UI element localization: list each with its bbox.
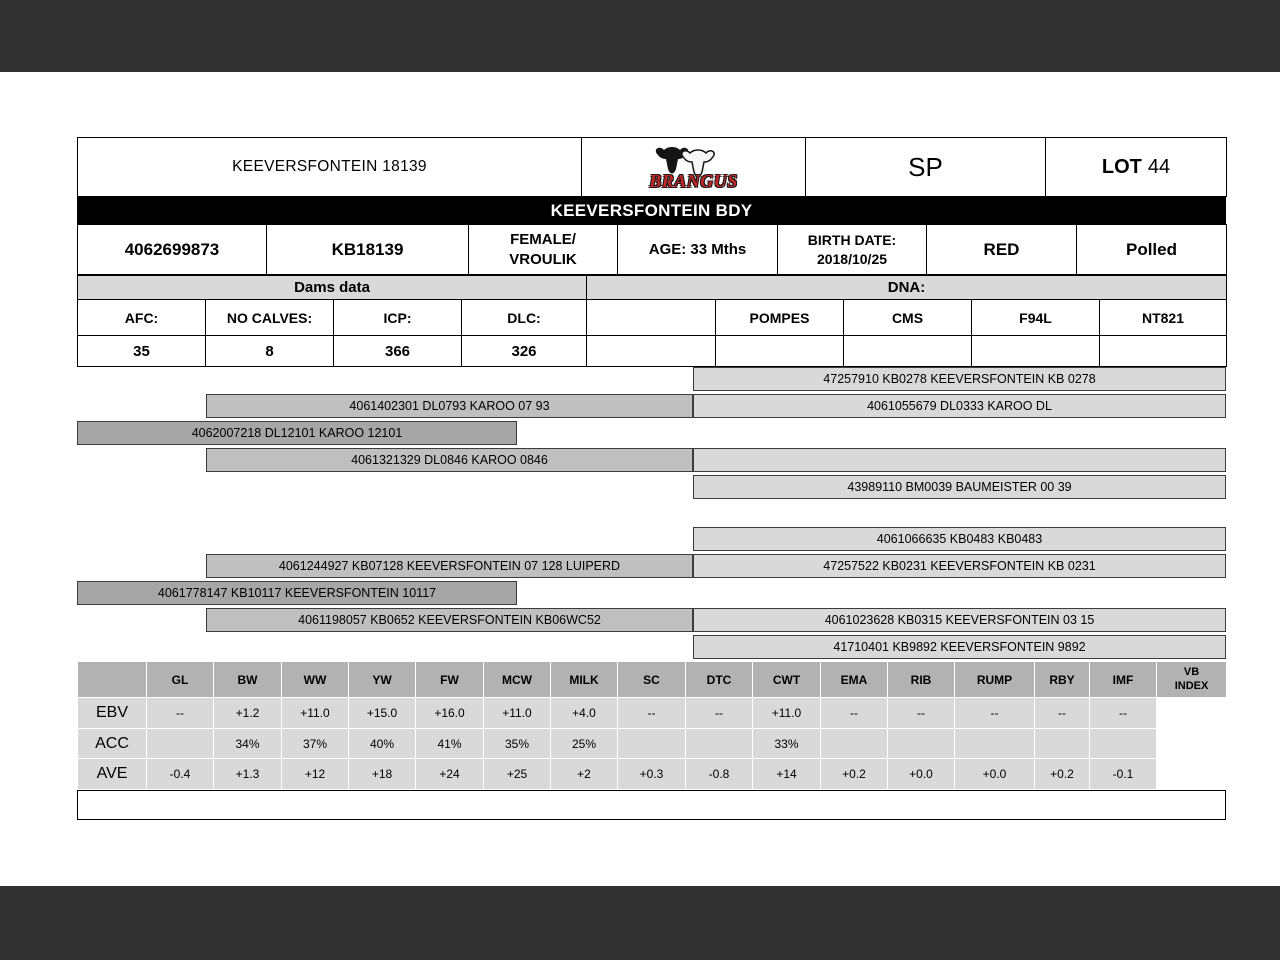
ave-value-cell: +0.3 — [618, 759, 686, 790]
sex-line1: FEMALE/ — [510, 231, 576, 248]
icp-value: 366 — [334, 336, 462, 367]
pedigree-box-sire: 4062007218 DL12101 KAROO 12101 — [77, 421, 517, 445]
dna-value-nt821 — [1100, 336, 1227, 367]
pedigree-box-dam: 4061778147 KB10117 KEEVERSFONTEIN 10117 — [77, 581, 517, 605]
identity-table — [77, 224, 1227, 275]
no-calves-label: NO CALVES: — [206, 300, 334, 336]
ebv-col-header-rump: RUMP — [955, 662, 1035, 698]
spacer-cell — [587, 300, 716, 336]
ave-value-cell: -0.1 — [1090, 759, 1157, 790]
ave-value-cell: +0.0 — [955, 759, 1035, 790]
ave-value-cell: +0.0 — [888, 759, 955, 790]
ebv-col-header-vb-index — [1157, 662, 1227, 698]
acc-value-cell — [955, 729, 1035, 759]
acc-value-cell — [618, 729, 686, 759]
ebv-value-cell: -- — [1035, 698, 1090, 729]
acc-value-cell — [821, 729, 888, 759]
ebv-col-header-bw: BW — [214, 662, 282, 698]
bottom-frame-bar — [0, 886, 1280, 960]
pedigree-box-dam-sire-sire: 4061066635 KB0483 KB0483 — [693, 527, 1226, 551]
acc-value-cell — [147, 729, 214, 759]
ave-value-cell: +24 — [416, 759, 484, 790]
pedigree-box-sire-sire: 4061402301 DL0793 KAROO 07 93 — [206, 394, 693, 418]
acc-value-cell — [686, 729, 753, 759]
brangus-logo — [584, 145, 803, 190]
ebv-col-header-gl: GL — [147, 662, 214, 698]
no-calves-value: 8 — [206, 336, 334, 367]
ebv-col-header-cwt: CWT — [753, 662, 821, 698]
acc-value-cell: 37% — [282, 729, 349, 759]
pedigree-box-dam-sire: 4061244927 KB07128 KEEVERSFONTEIN 07 128 LUIPERD — [206, 554, 693, 578]
ave-value-cell: -0.4 — [147, 759, 214, 790]
breed-title-bar: KEEVERSFONTEIN BDY — [77, 197, 1226, 224]
ave-value-cell: -0.8 — [686, 759, 753, 790]
acc-value-cell — [1035, 729, 1090, 759]
ebv-value-cell: +11.0 — [282, 698, 349, 729]
animal-name: KEEVERSFONTEIN 18139 — [232, 158, 427, 175]
dna-test-pompes: POMPES — [716, 300, 844, 336]
dna-value-f94l — [972, 336, 1100, 367]
ebv-col-header-ww: WW — [282, 662, 349, 698]
dlc-value: 326 — [462, 336, 587, 367]
ave-value-cell: +18 — [349, 759, 416, 790]
pedigree-box-dam-dam: 4061198057 KB0652 KEEVERSFONTEIN KB06WC52 — [206, 608, 693, 632]
ave-value-cell: +2 — [551, 759, 618, 790]
ebv-value-cell: -- — [821, 698, 888, 729]
ebv-corner-cell — [78, 662, 147, 698]
logo-cell — [582, 138, 806, 197]
registration-number: 4062699873 — [78, 225, 267, 275]
ebv-col-header-yw: YW — [349, 662, 416, 698]
acc-value-cell: 34% — [214, 729, 282, 759]
ebv-col-header-fw: FW — [416, 662, 484, 698]
ebv-value-cell: +11.0 — [753, 698, 821, 729]
acc-value-cell: 41% — [416, 729, 484, 759]
ebv-table — [77, 661, 1227, 790]
ebv-col-header-rby: RBY — [1035, 662, 1090, 698]
age-cell: AGE: 33 Mths — [618, 225, 778, 275]
ebv-value-cell: -- — [686, 698, 753, 729]
icp-label: ICP: — [334, 300, 462, 336]
birth-date-cell — [778, 225, 927, 275]
lot-label: LOT — [1101, 155, 1142, 178]
ebv-value-cell: -- — [618, 698, 686, 729]
ebv-col-header-milk: MILK — [551, 662, 618, 698]
dna-test-nt821: NT821 — [1100, 300, 1227, 336]
spacer-cell — [587, 336, 716, 367]
colour-cell: RED — [927, 225, 1077, 275]
pedigree-box-sire-sire-sire: 47257910 KB0278 KEEVERSFONTEIN KB 0278 — [693, 367, 1226, 391]
animal-name-cell — [78, 138, 582, 197]
ebv-value-cell: -- — [955, 698, 1035, 729]
ebv-col-header-sc: SC — [618, 662, 686, 698]
tag-number: KB18139 — [267, 225, 469, 275]
dna-value-cms — [844, 336, 972, 367]
ave-row-label: AVE — [78, 759, 147, 790]
pedigree-box-sire-dam-sire — [693, 448, 1226, 472]
acc-value-cell: 35% — [484, 729, 551, 759]
brangus-wordmark: BRANGUS — [649, 170, 738, 191]
lot-number: 44 — [1147, 155, 1171, 178]
pedigree-box-sire-dam-dam: 43989110 BM0039 BAUMEISTER 00 39 — [693, 475, 1226, 499]
ave-value-cell: +25 — [484, 759, 551, 790]
acc-value-cell — [888, 729, 955, 759]
dna-test-f94l: F94L — [972, 300, 1100, 336]
pedigree-box-sire-sire-dam: 4061055679 DL0333 KAROO DL — [693, 394, 1226, 418]
catalog-sheet — [77, 137, 1226, 820]
ebv-col-header-imf: IMF — [1090, 662, 1157, 698]
acc-value-cell — [1090, 729, 1157, 759]
sex-cell — [469, 225, 618, 275]
ave-value-cell: +12 — [282, 759, 349, 790]
pedigree-box-sire-dam: 4061321329 DL0846 KAROO 0846 — [206, 448, 693, 472]
vb-index-value-cell — [1157, 698, 1227, 790]
sp-code: SP — [908, 151, 943, 182]
ave-value-cell: +0.2 — [1035, 759, 1090, 790]
acc-value-cell: 40% — [349, 729, 416, 759]
sex-line2: VROULIK — [509, 250, 577, 268]
pedigree-box-dam-dam-sire: 4061023628 KB0315 KEEVERSFONTEIN 03 15 — [693, 608, 1226, 632]
acc-row-label: ACC — [78, 729, 147, 759]
afc-value: 35 — [78, 336, 206, 367]
ebv-value-cell: +15.0 — [349, 698, 416, 729]
pedigree-box-dam-dam-dam: 41710401 KB9892 KEEVERSFONTEIN 9892 — [693, 635, 1226, 659]
ave-value-cell: +0.2 — [821, 759, 888, 790]
dams-dna-table — [77, 275, 1227, 367]
ebv-value-cell: +4.0 — [551, 698, 618, 729]
acc-value-cell: 25% — [551, 729, 618, 759]
poll-status-cell: Polled — [1077, 225, 1227, 275]
birth-date-value: 2018/10/25 — [816, 250, 888, 267]
ebv-col-header-ema: EMA — [821, 662, 888, 698]
vb-index-label: VB INDEX — [1174, 665, 1209, 692]
ave-value-cell: +14 — [753, 759, 821, 790]
ebv-value-cell: +1.2 — [214, 698, 282, 729]
footer-empty-row — [77, 790, 1226, 820]
ebv-col-header-rib: RIB — [888, 662, 955, 698]
acc-value-cell: 33% — [753, 729, 821, 759]
ebv-value-cell: -- — [147, 698, 214, 729]
ebv-value-cell: -- — [888, 698, 955, 729]
ebv-value-cell: +16.0 — [416, 698, 484, 729]
dlc-label: DLC: — [462, 300, 587, 336]
ave-value-cell: +1.3 — [214, 759, 282, 790]
ebv-col-header-dtc: DTC — [686, 662, 753, 698]
ebv-col-header-mcw: MCW — [484, 662, 551, 698]
ebv-row-label: EBV — [78, 698, 147, 729]
birth-date-label: BIRTH DATE: — [807, 232, 897, 249]
pedigree-chart — [77, 367, 1226, 661]
lot-cell — [1046, 138, 1227, 197]
dna-value-pompes — [716, 336, 844, 367]
top-frame-bar — [0, 0, 1280, 72]
header-table — [77, 137, 1227, 197]
ebv-value-cell: +11.0 — [484, 698, 551, 729]
pedigree-box-dam-sire-dam: 47257522 KB0231 KEEVERSFONTEIN KB 0231 — [693, 554, 1226, 578]
dams-data-section-header: Dams data — [78, 276, 587, 300]
sp-cell — [806, 138, 1046, 197]
afc-label: AFC: — [78, 300, 206, 336]
dna-section-header: DNA: — [587, 276, 1227, 300]
ebv-value-cell: -- — [1090, 698, 1157, 729]
dna-test-cms: CMS — [844, 300, 972, 336]
